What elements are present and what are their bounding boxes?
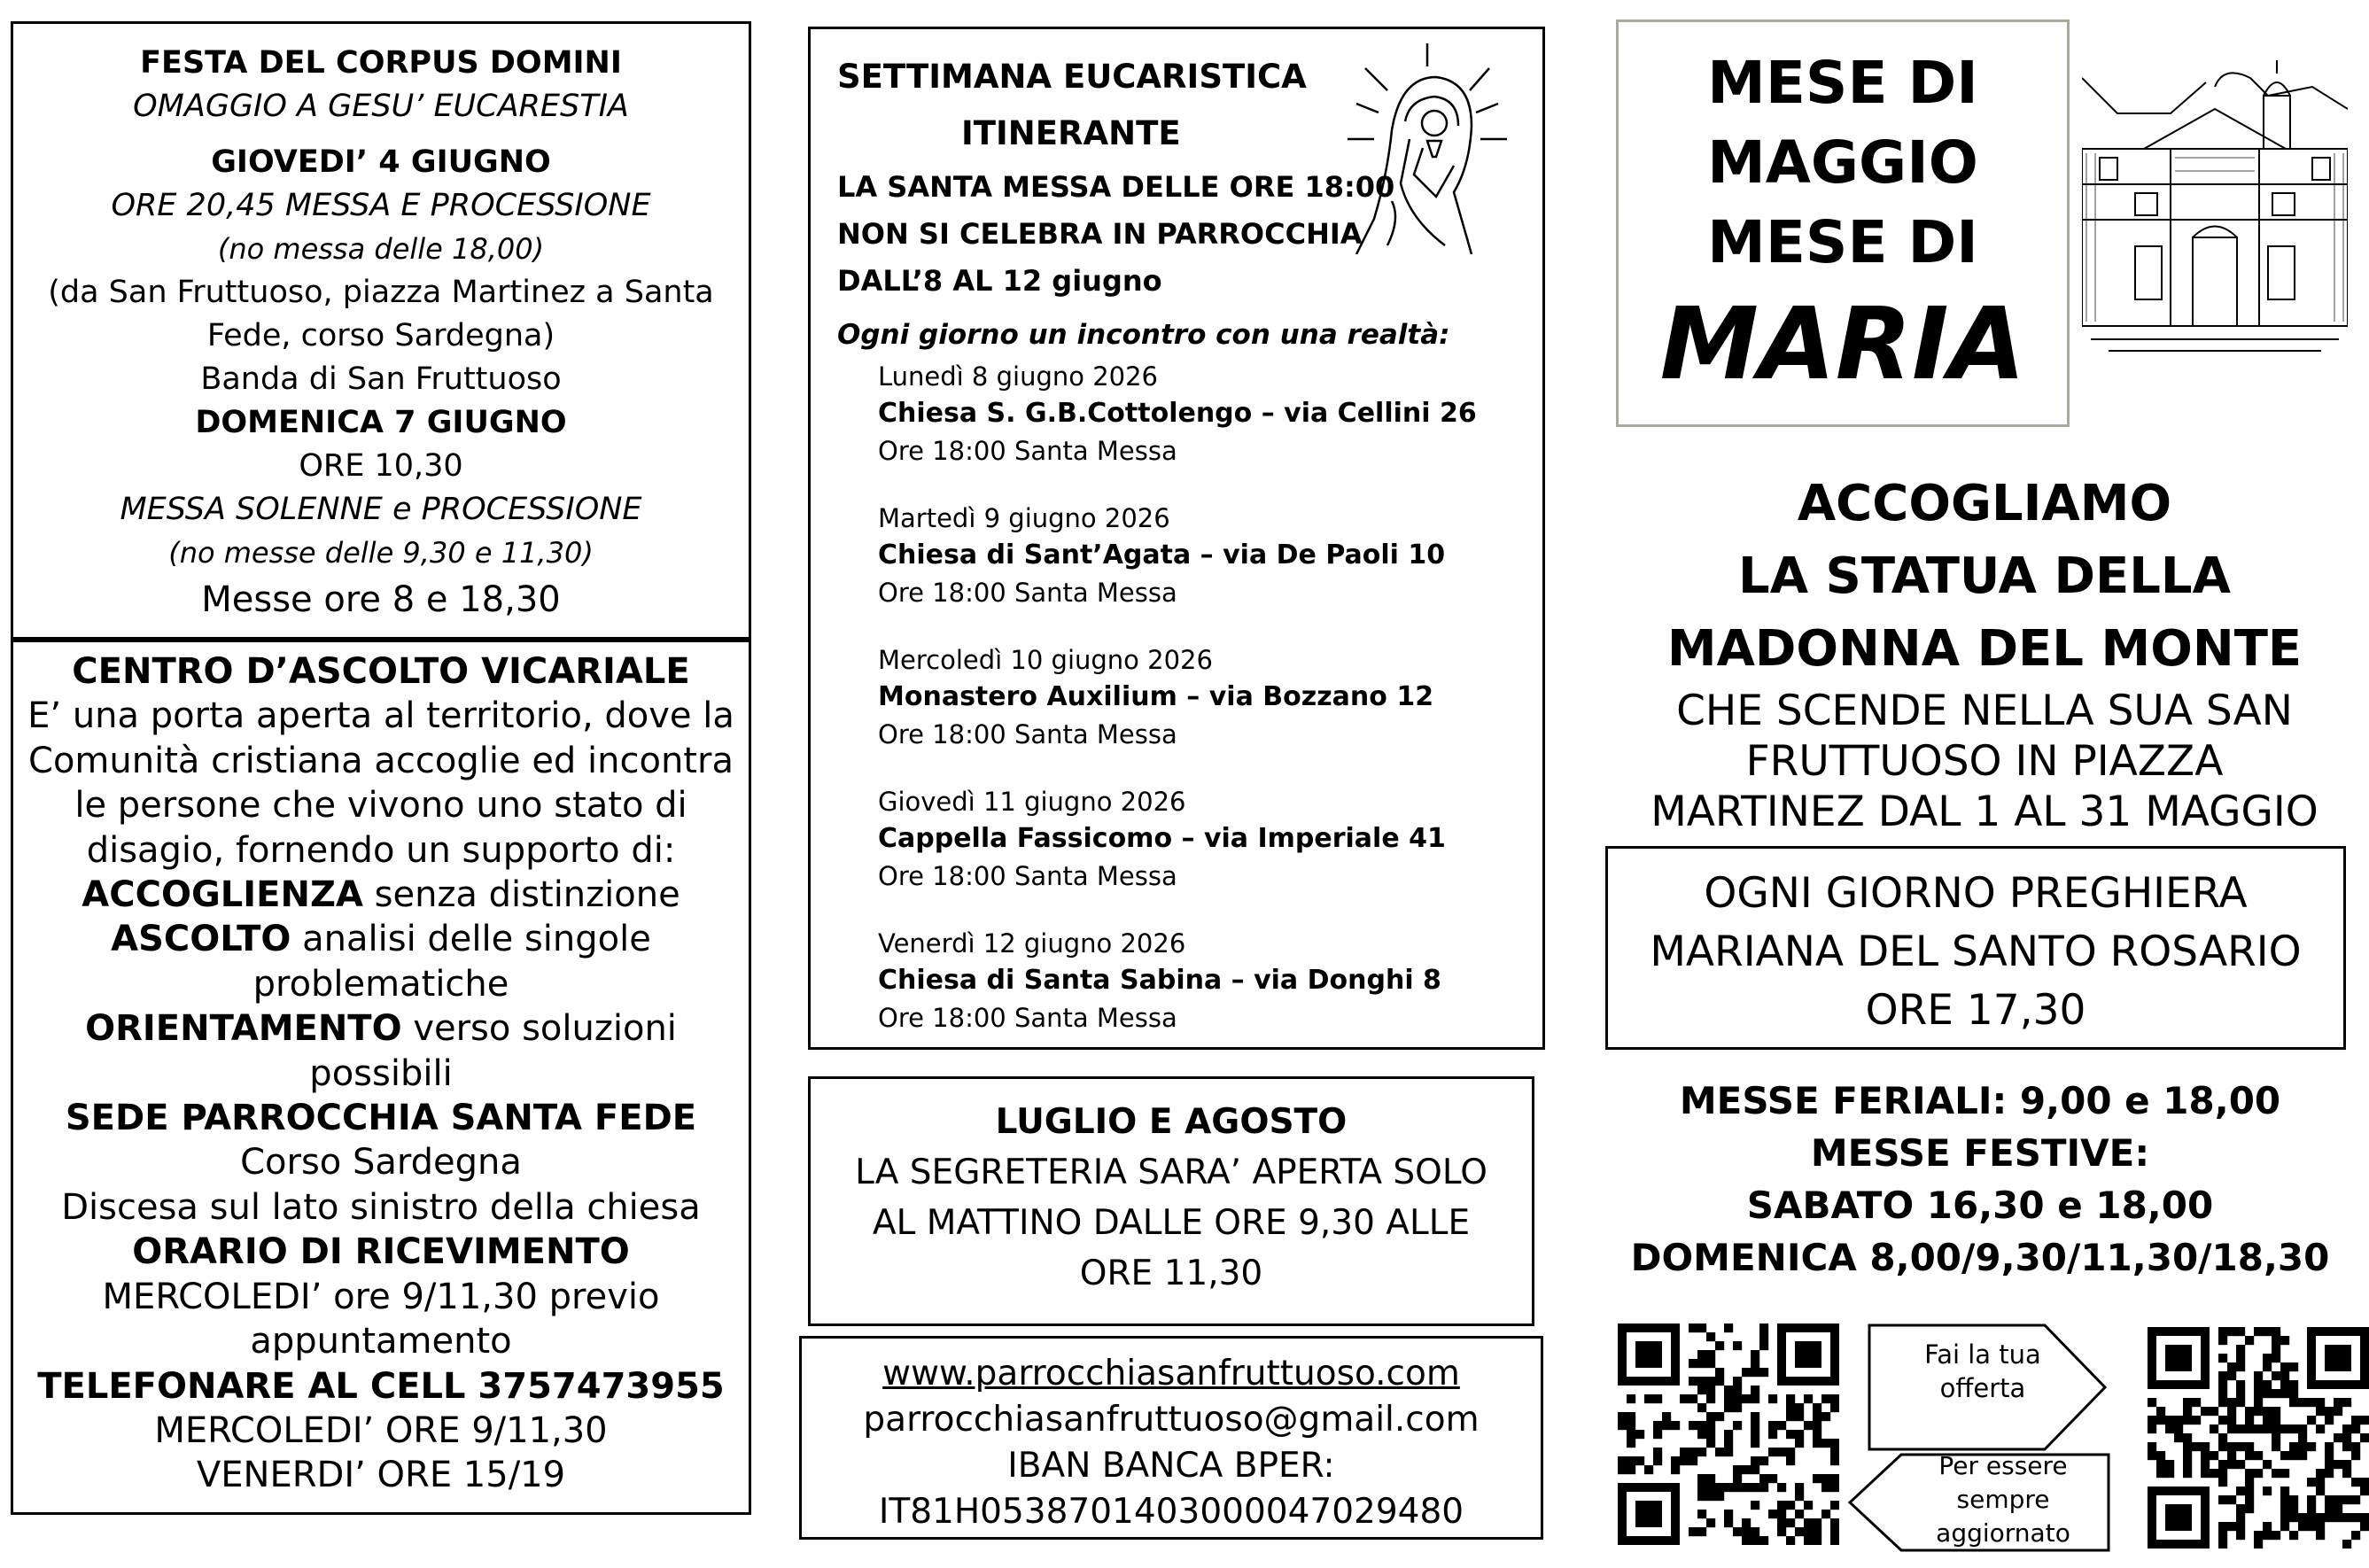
- messe-orari: [1630, 1075, 2330, 1284]
- event-place: Cappella Fassicomo – via Imperiale 41: [878, 823, 1446, 854]
- statua-big-3: MADONNA DEL MONTE: [1666, 620, 2303, 678]
- ascolto-intro-1: E’ una porta aperta al territorio, dove la: [27, 695, 734, 737]
- event-date: Martedì 9 giugno 2026: [878, 503, 1170, 533]
- accoglienza-text: senza distinzione: [362, 874, 680, 916]
- corpus-domini-box: [11, 21, 751, 640]
- luglio-line-2: AL MATTINO DALLE ORE 9,30 ALLE: [872, 1203, 1471, 1243]
- event-item: [837, 641, 1542, 753]
- church-sketch-drawing: [2082, 60, 2348, 353]
- qr-finder-pattern: [1622, 1328, 1675, 1381]
- qr-finder-pattern: [2152, 1491, 2205, 1544]
- event-place: Chiesa di Sant’Agata – via De Paoli 10: [878, 539, 1446, 571]
- event-date: Lunedì 8 giugno 2026: [878, 361, 1158, 392]
- route-line-2: Fede, corso Sardegna): [206, 318, 555, 353]
- rosario-line-2: MARIANA DEL SANTO ROSARIO: [1650, 928, 2302, 976]
- domenica-time: ORE 10,30: [299, 448, 463, 484]
- orientamento-bold: ORIENTAMENTO: [85, 1008, 402, 1050]
- settimana-eucaristica-box: [808, 27, 1545, 1050]
- statua-section: [1630, 468, 2339, 837]
- rosario-line-3: ORE 17,30: [1865, 986, 2086, 1035]
- orientamento-text: verso soluzioni: [401, 1008, 677, 1050]
- website-link[interactable]: www.parrocchiasanfruttuoso.com: [882, 1354, 1460, 1393]
- orientamento-text-2: possibili: [309, 1052, 453, 1094]
- event-time: Ore 18:00 Santa Messa: [878, 436, 1177, 466]
- offerta-line-2: offerta: [1939, 1373, 2026, 1403]
- orario-1: MERCOLEDI’ ore 9/11,30 previo: [102, 1276, 660, 1317]
- event-item: [837, 358, 1542, 470]
- tel-title: TELEFONARE AL CELL 3757473955: [37, 1365, 725, 1407]
- email-link[interactable]: parrocchiasanfruttuoso@gmail.com: [863, 1400, 1480, 1440]
- luglio-title: LUGLIO E AGOSTO: [995, 1102, 1348, 1142]
- nun-eucharist-drawing: [1339, 42, 1516, 254]
- accoglienza-line: [13, 873, 749, 917]
- statua-med-1: CHE SCENDE NELLA SUA SAN: [1676, 687, 2293, 735]
- ascolto-intro-2: Comunità cristiana accoglie ed incontra: [28, 740, 734, 781]
- tel-2: VENERDI’ ORE 15/19: [196, 1455, 566, 1496]
- event-place: Chiesa S. G.B.Cottolengo – via Cellini 26: [878, 398, 1477, 429]
- giovedi-title: GIOVEDI’ 4 GIUGNO: [211, 144, 551, 180]
- rosario-box: [1605, 846, 2346, 1050]
- centro-ascolto-box: [11, 640, 751, 1515]
- contatti-box: [799, 1336, 1543, 1540]
- event-item: [837, 925, 1542, 1036]
- settimana-line-3: DALL’8 AL 12 giugno: [837, 264, 1162, 298]
- ascolto-intro-3: le persone che vivono uno stato di: [74, 785, 687, 827]
- aggiornato-label: [1901, 1449, 2105, 1550]
- offerta-line-1: Fai la tua: [1924, 1339, 2041, 1370]
- maria-title: MARIA: [1659, 287, 2026, 402]
- event-time: Ore 18:00 Santa Messa: [878, 578, 1177, 608]
- website-line: [802, 1351, 1541, 1397]
- statua-big-1: ACCOGLIAMO: [1797, 475, 2172, 532]
- offerta-label: [1885, 1338, 2080, 1405]
- event-item: [837, 783, 1542, 895]
- event-time: Ore 18:00 Santa Messa: [878, 1003, 1177, 1033]
- orario-2: appuntamento: [250, 1321, 512, 1362]
- accoglienza-bold: ACCOGLIENZA: [82, 874, 363, 916]
- messe-corpus: Messe ore 8 e 18,30: [201, 579, 561, 620]
- luglio-line-1: LA SEGRETERIA SARA’ APERTA SOLO: [855, 1153, 1487, 1192]
- ascolto-intro-4: disagio, fornendo un supporto di:: [86, 829, 676, 871]
- ascolto-title: CENTRO D’ASCOLTO VICARIALE: [72, 651, 690, 692]
- luglio-agosto-box: [808, 1076, 1534, 1326]
- qr-code-icon[interactable]: [2148, 1327, 2369, 1549]
- sede-title: SEDE PARROCCHIA SANTA FEDE: [65, 1098, 697, 1139]
- corpus-subtitle: OMAGGIO A GESU’ EUCARESTIA: [133, 89, 629, 124]
- aggiornato-line-3: aggiornato: [1936, 1518, 2070, 1548]
- statua-big-2: LA STATUA DELLA: [1738, 547, 2231, 605]
- giovedi-note: (no messa delle 18,00): [217, 232, 545, 266]
- qr-finder-pattern: [2152, 1331, 2205, 1385]
- maggio-line-1: MESE DI: [1707, 49, 1978, 117]
- rosario-line-1: OGNI GIORNO PREGHIERA: [1704, 869, 2248, 918]
- mese-maggio-box: [1616, 19, 2070, 427]
- messe-line-3: SABATO 16,30 e 18,00: [1746, 1184, 2214, 1227]
- event-time: Ore 18:00 Santa Messa: [878, 861, 1177, 891]
- event-date: Venerdì 12 giugno 2026: [878, 928, 1186, 959]
- qr-finder-pattern: [2311, 1331, 2365, 1385]
- tel-1: MERCOLEDI’ ORE 9/11,30: [154, 1409, 608, 1451]
- maggio-line-3: MESE DI: [1707, 208, 1978, 276]
- domenica-title: DOMENICA 7 GIUGNO: [195, 405, 567, 440]
- messe-line-1: MESSE FERIALI: 9,00 e 18,00: [1679, 1079, 2281, 1122]
- giovedi-time: ORE 20,45 MESSA E PROCESSIONE: [111, 188, 651, 223]
- sede-street: Corso Sardegna: [240, 1142, 522, 1184]
- event-date: Mercoledì 10 giugno 2026: [878, 645, 1213, 675]
- aggiornato-line-2: sempre: [1956, 1485, 2050, 1514]
- settimana-title-1: SETTIMANA EUCARISTICA: [837, 58, 1307, 96]
- corpus-title: FESTA DEL CORPUS DOMINI: [140, 45, 622, 81]
- messe-line-4: DOMENICA 8,00/9,30/11,30/18,30: [1630, 1236, 2330, 1279]
- ascolto-line: [13, 917, 749, 961]
- ascolto-bold: ASCOLTO: [111, 919, 291, 960]
- banda: Banda di San Fruttuoso: [200, 361, 562, 397]
- settimana-line-1: LA SANTA MESSA DELLE ORE 18:00: [837, 170, 1395, 204]
- route-line-1: (da San Fruttuoso, piazza Martinez a Santa: [48, 275, 714, 310]
- ascolto-text-2: problematiche: [252, 963, 509, 1005]
- statua-med-2: FRUTTUOSO IN PIAZZA: [1745, 737, 2224, 786]
- sede-note: Discesa sul lato sinistro della chiesa: [61, 1186, 701, 1228]
- event-time: Ore 18:00 Santa Messa: [878, 719, 1177, 749]
- event-date: Giovedì 11 giugno 2026: [878, 787, 1186, 817]
- settimana-ogni: Ogni giorno un incontro con una realtà:: [837, 319, 1450, 351]
- luglio-line-3: ORE 11,30: [1079, 1254, 1263, 1293]
- orario-title: ORARIO DI RICEVIMENTO: [132, 1231, 630, 1273]
- qr-finder-pattern: [1622, 1487, 1675, 1541]
- qr-finder-pattern: [1782, 1328, 1835, 1381]
- aggiornato-line-1: Per essere: [1938, 1451, 2068, 1480]
- maggio-line-2: MAGGIO: [1707, 128, 1978, 197]
- settimana-title-2: ITINERANTE: [961, 114, 1181, 152]
- domenica-note: (no messe delle 9,30 e 11,30): [168, 536, 594, 570]
- iban-label: IBAN BANCA BPER:: [1007, 1446, 1335, 1486]
- orientamento-line: [13, 1006, 749, 1051]
- event-place: Monastero Auxilium – via Bozzano 12: [878, 681, 1434, 712]
- messe-line-2: MESSE FESTIVE:: [1810, 1131, 2150, 1175]
- iban-value: IT81H0538701403000047029480: [878, 1492, 1464, 1532]
- statua-med-3: MARTINEZ DAL 1 AL 31 MAGGIO: [1651, 788, 2319, 836]
- settimana-line-2: NON SI CELEBRA IN PARROCCHIA: [837, 217, 1363, 251]
- event-place: Chiesa di Santa Sabina – via Donghi 8: [878, 965, 1441, 996]
- event-item: [837, 500, 1542, 611]
- qr-code-icon[interactable]: [1618, 1323, 1839, 1545]
- domenica-desc: MESSA SOLENNE e PROCESSIONE: [120, 492, 642, 527]
- ascolto-text: analisi delle singole: [291, 919, 651, 960]
